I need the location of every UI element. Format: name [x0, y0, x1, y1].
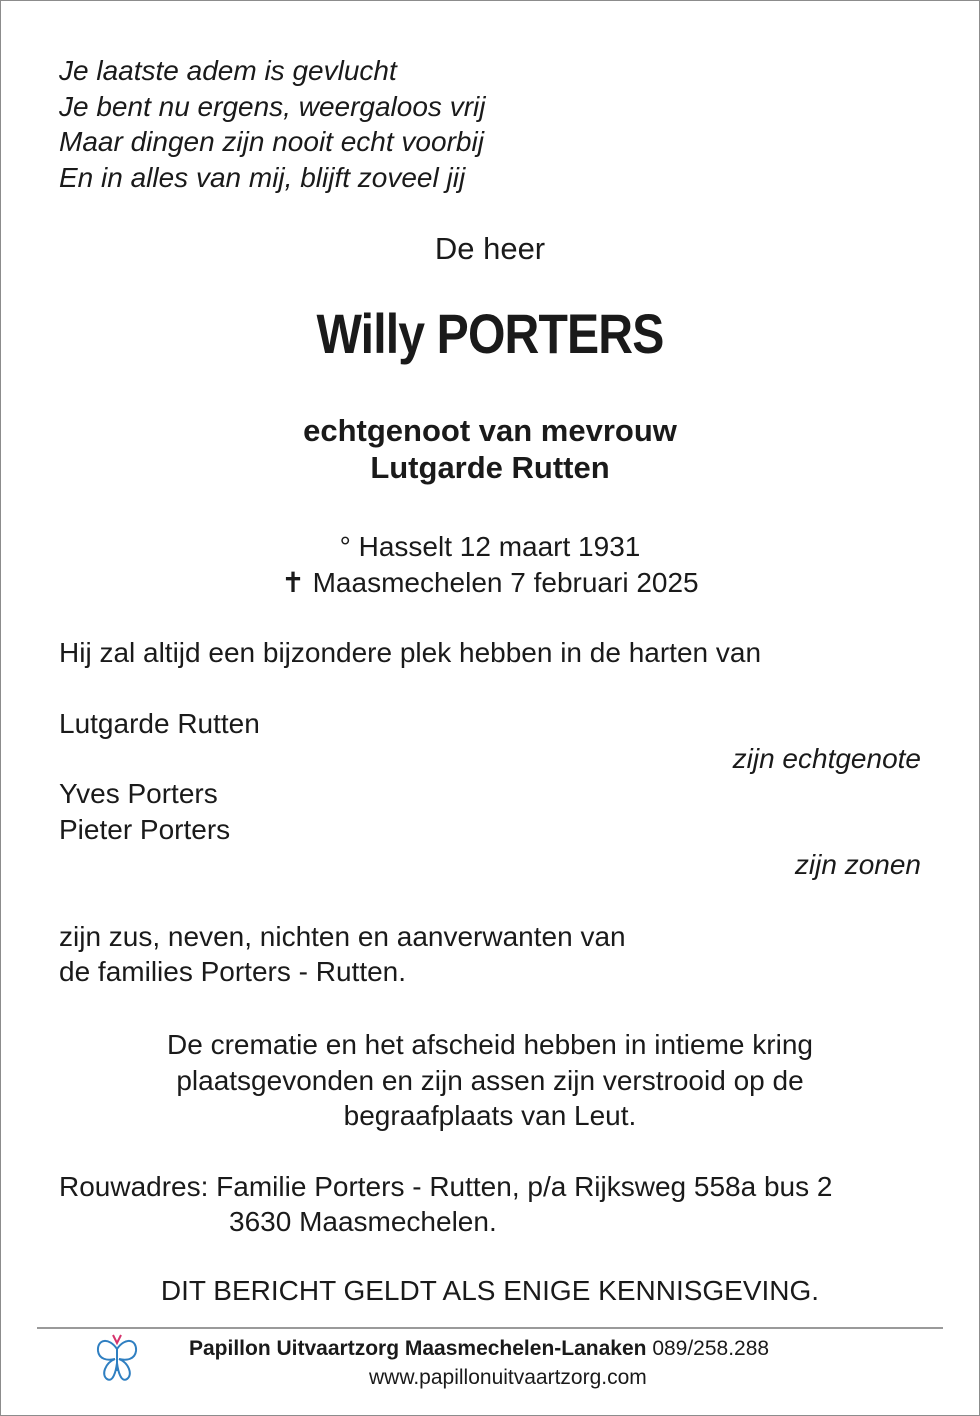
family-wife-role: zijn echtgenote — [732, 743, 921, 774]
mourning-address: Rouwadres: Familie Porters - Rutten, p/a Rijksweg 558a bus 2 — [59, 1171, 833, 1202]
deceased-name: Willy PORTERS — [316, 302, 664, 365]
poem — [59, 53, 485, 195]
poem-line: Maar dingen zijn nooit echt voorbij — [59, 126, 484, 157]
family-sons-role: zijn zonen — [794, 849, 921, 880]
funeral-home-phone: 089/258.288 — [652, 1337, 770, 1360]
footer-divider — [37, 1327, 943, 1329]
notice-text: DIT BERICHT GELDT ALS ENIGE KENNISGEVING. — [160, 1275, 820, 1306]
family-son: Yves Porters — [59, 778, 218, 809]
family-son: Pieter Porters — [59, 814, 231, 845]
mourning-address-city: 3630 Maasmechelen. — [229, 1206, 497, 1237]
birth-date: ° Hasselt 12 maart 1931 — [339, 531, 641, 562]
family-wife: Lutgarde Rutten — [59, 708, 260, 739]
ceremony-line: begraafplaats van Leut. — [343, 1100, 637, 1131]
poem-line: En in alles van mij, blijft zoveel jij — [59, 161, 466, 193]
intro-text: Hij zal altijd een bijzondere plek hebben in de harten van — [59, 637, 762, 668]
ceremony-line: plaatsgevonden en zijn assen zijn verstrooid op de — [176, 1064, 804, 1096]
funeral-home-name: Papillon Uitvaartzorg Maasmechelen-Lanaken — [189, 1337, 647, 1360]
poem-line: Je laatste adem is gevlucht — [59, 55, 397, 86]
ceremony-text — [1, 1027, 979, 1134]
spouse-line: echtgenoot van mevrouw — [303, 413, 677, 448]
family-others: zijn zus, neven, nichten en aanverwanten van — [59, 921, 626, 952]
funeral-home — [189, 1337, 769, 1361]
poem-line: Je bent nu ergens, weergaloos vrij — [59, 90, 486, 122]
ceremony-line: De crematie en het afscheid hebben in intieme kring — [167, 1029, 813, 1060]
honorific: De heer — [434, 231, 546, 266]
spouse-block — [1, 412, 979, 486]
spouse-name: Lutgarde Rutten — [370, 450, 610, 485]
death-date: ✝ Maasmechelen 7 februari 2025 — [281, 566, 699, 598]
butterfly-icon — [95, 1331, 139, 1387]
life-dates — [1, 529, 979, 600]
family-others: de families Porters - Rutten. — [59, 956, 407, 987]
funeral-home-website[interactable]: www.papillonuitvaartzorg.com — [369, 1366, 647, 1389]
